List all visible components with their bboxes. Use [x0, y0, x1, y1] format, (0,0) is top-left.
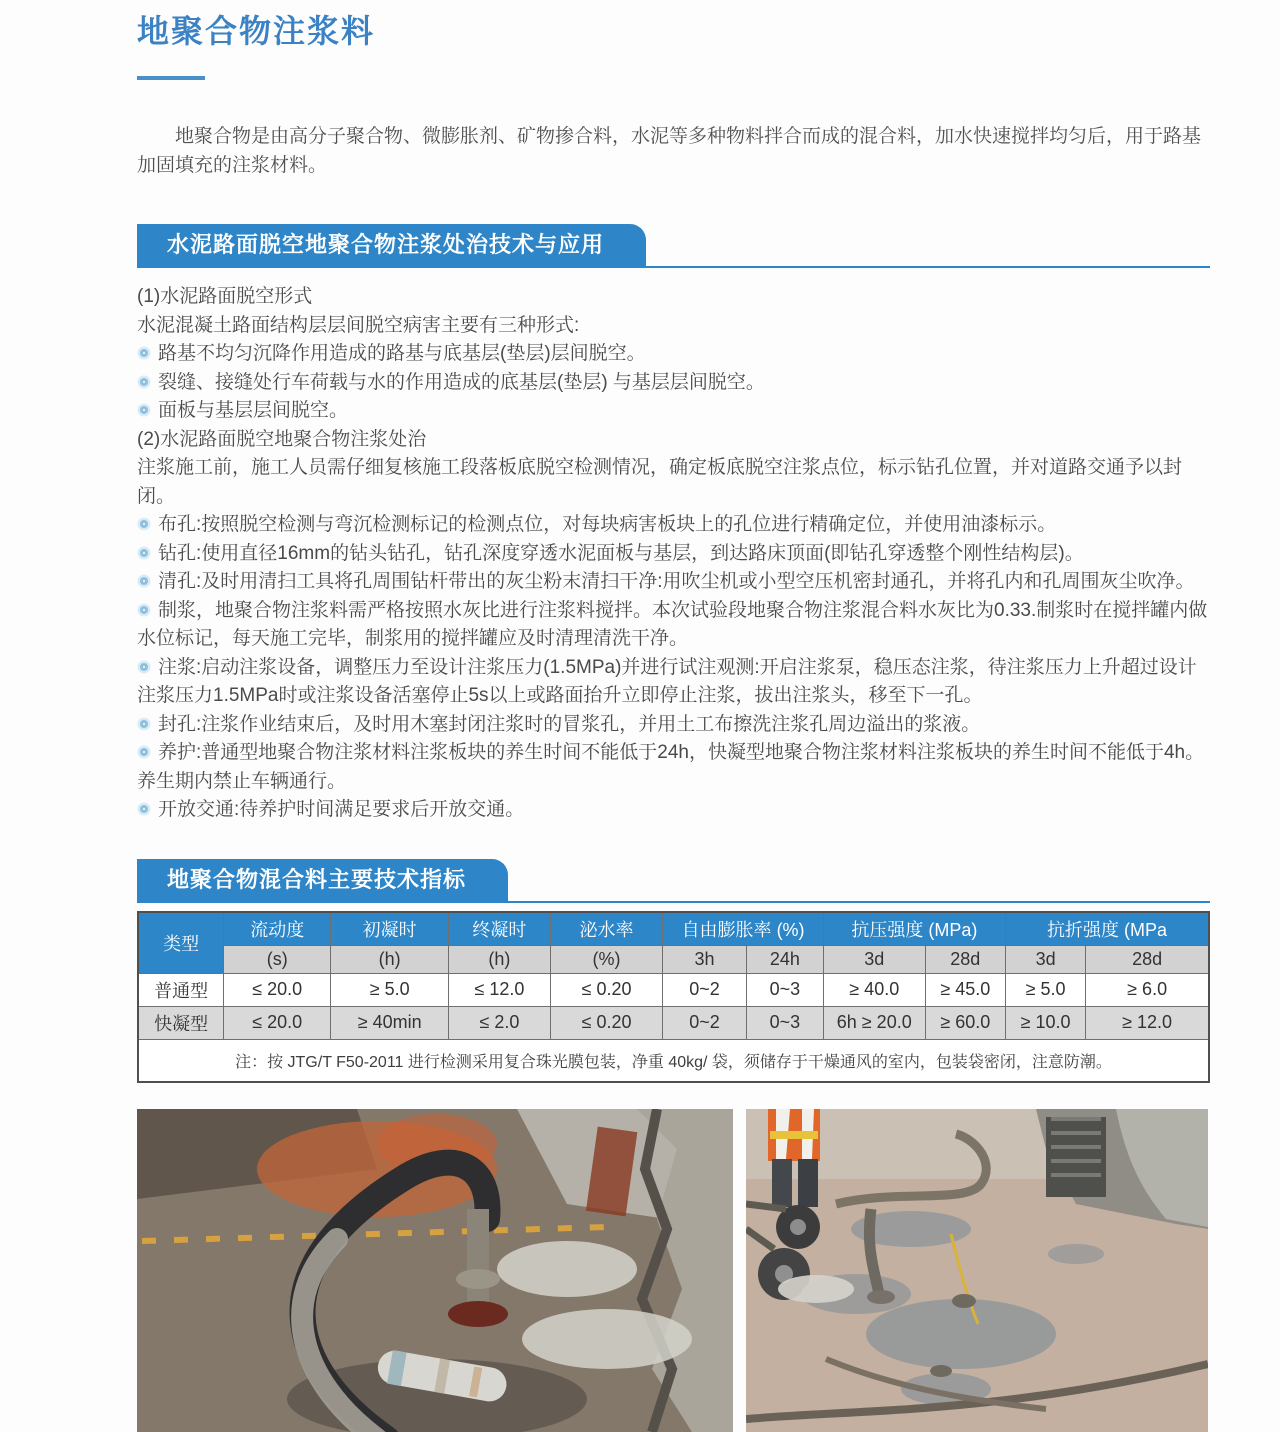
subheader-unit: (%) [550, 945, 662, 973]
bullet-item: 面板与基层层间脱空。 [137, 397, 1210, 426]
bullet-item: 清孔:及时用清扫工具将孔周围钻杆带出的灰尘粉末清扫干净:用吹尘机或小型空压机密封通孔，并将孔内和孔周围灰尘吹净。 [137, 568, 1210, 597]
cell: ≥ 10.0 [1005, 1006, 1085, 1039]
photo-grouting-site [746, 1109, 1208, 1432]
page-title: 地聚合物注浆料 [137, 13, 376, 49]
bullet-item: 开放交通:待养护时间满足要求后开放交通。 [137, 796, 1210, 825]
subheader-age: 3h [663, 945, 747, 973]
section1-body [137, 283, 1210, 825]
table-note-row [138, 1039, 1209, 1082]
table-header-row [138, 912, 1209, 946]
cell: ≥ 5.0 [1005, 973, 1085, 1006]
bullet-item: 封孔:注浆作业结束后，及时用木塞封闭注浆时的冒浆孔，并用土工布擦洗注浆孔周边溢出的浆液。 [137, 711, 1210, 740]
grout-mound [952, 1294, 976, 1308]
cell: ≥ 40.0 [823, 973, 925, 1006]
col-header-initial-set: 初凝时 [331, 912, 449, 946]
bullet-item: 钻孔:使用直径16mm的钻头钻孔，钻孔深度穿透水泥面板与基层，到达路床顶面(即钻孔穿透整个刚性结构层)。 [137, 540, 1210, 569]
table-note: 注：按 JTG/T F50-2011 进行检测采用复合珠光膜包装，净重 40kg/ 袋，须储存于干燥通风的室内，包装袋密闭，注意防潮。 [138, 1039, 1209, 1082]
col-header-type: 类型 [138, 912, 224, 974]
subheader-unit: (h) [449, 945, 551, 973]
cell: ≥ 12.0 [1086, 1006, 1209, 1039]
grouting-hose-illustration [137, 1109, 733, 1432]
subheader-age: 3d [823, 945, 925, 973]
grout-mound [930, 1365, 952, 1377]
col-header-compressive: 抗压强度 (MPa) [823, 912, 1005, 946]
col-header-fluidity: 流动度 [224, 912, 331, 946]
subheader-age: 28d [925, 945, 1005, 973]
section2-banner: 地聚合物混合料主要技术指标 [137, 859, 508, 901]
cell: 0~2 [663, 1006, 747, 1039]
bullet-item: 注浆:启动注浆设备，调整压力至设计注浆压力(1.5MPa)并进行试注观测:开启注浆泵，稳压态注浆，待注浆压力上升超过设计注浆压力1.5MPa时或注浆设备活塞停止5s以上或路面抬升立即停止注浆，拔出注浆头，移至下一孔。 [137, 656, 1197, 707]
ring-bullet-icon [140, 549, 148, 557]
col-header-final-set: 终凝时 [449, 912, 551, 946]
injection-port [448, 1301, 508, 1327]
cell: ≤ 20.0 [224, 973, 331, 1006]
title-underline [137, 76, 205, 80]
cell: ≤ 2.0 [449, 1006, 551, 1039]
section1-banner: 水泥路面脱空地聚合物注浆处治技术与应用 [137, 224, 646, 266]
text-line: 注浆施工前，施工人员需仔细复核施工段落板底脱空检测情况，确定板底脱空注浆点位，标示钻孔位置，并对道路交通予以封闭。 [137, 457, 1183, 507]
cell: 0~2 [663, 973, 747, 1006]
cell: ≥ 40min [331, 1006, 449, 1039]
cell: ≥ 6.0 [1086, 973, 1209, 1006]
cell: 0~3 [746, 973, 823, 1006]
col-header-bleeding: 泌水率 [550, 912, 662, 946]
ring-bullet-icon [140, 805, 148, 813]
table-subheader-row [138, 945, 1209, 973]
cell: ≤ 12.0 [449, 973, 551, 1006]
ring-bullet-icon [140, 748, 148, 756]
subheader-age: 3d [1005, 945, 1085, 973]
section2-banner-rule [137, 859, 1210, 903]
cell: 0~3 [746, 1006, 823, 1039]
injection-connector [467, 1209, 489, 1304]
ring-bullet-icon [140, 349, 148, 357]
col-header-expansion: 自由膨胀率 (%) [663, 912, 824, 946]
subheader-age: 24h [746, 945, 823, 973]
col-header-flexural: 抗折强度 (MPa [1005, 912, 1209, 946]
subheader-unit: (h) [331, 945, 449, 973]
row-label: 普通型 [138, 973, 224, 1006]
subheader-age: 28d [1086, 945, 1209, 973]
table-row-fast-type [138, 1006, 1209, 1039]
ring-bullet-icon [140, 577, 148, 585]
bullet-item: 养护:普通型地聚合物注浆材料注浆板块的养生时间不能低于24h，快凝型地聚合物注浆材料注浆板块的养生时间不能低于4h。养生期内禁止车辆通行。 [137, 742, 1205, 792]
ring-bullet-icon [140, 520, 148, 528]
cell: 6h ≥ 20.0 [823, 1006, 925, 1039]
ring-bullet-icon [140, 378, 148, 386]
ring-bullet-icon [140, 720, 148, 728]
cell: ≤ 0.20 [550, 973, 662, 1006]
text-line: (2)水泥路面脱空地聚合物注浆处治 [137, 428, 427, 450]
photo-row [137, 1109, 1210, 1432]
photo-grouting-hose [137, 1109, 733, 1432]
table-row-normal-type [138, 973, 1209, 1006]
bullet-item: 布孔:按照脱空检测与弯沉检测标记的检测点位，对每块病害板块上的孔位进行精确定位，并使用油漆标示。 [137, 511, 1210, 540]
row-label: 快凝型 [138, 1006, 224, 1039]
grouting-site-illustration [746, 1109, 1208, 1432]
text-line: 水泥混凝土路面结构层层间脱空病害主要有三种形式: [137, 314, 580, 336]
subheader-unit: (s) [224, 945, 331, 973]
text-line: (1)水泥路面脱空形式 [137, 286, 313, 308]
ring-bullet-icon [140, 663, 148, 671]
cell: ≤ 0.20 [550, 1006, 662, 1039]
bullet-item: 路基不均匀沉降作用造成的路基与底基层(垫层)层间脱空。 [137, 340, 1210, 369]
cell: ≤ 20.0 [224, 1006, 331, 1039]
cell: ≥ 5.0 [331, 973, 449, 1006]
bullet-item: 裂缝、接缝处行车荷载与水的作用造成的底基层(垫层) 与基层层间脱空。 [137, 369, 1210, 398]
section1-banner-rule [137, 224, 1210, 268]
intro-paragraph: 地聚合物是由高分子聚合物、微膨胀剂、矿物掺合料，水泥等多种物料拌合而成的混合料，加水快速搅拌均匀后，用于路基加固填充的注浆材料。 [137, 126, 1202, 177]
spec-table [137, 911, 1210, 1083]
ring-bullet-icon [140, 606, 148, 614]
cell: ≥ 45.0 [925, 973, 1005, 1006]
cell: ≥ 60.0 [925, 1006, 1005, 1039]
bullet-item: 制浆，地聚合物注浆料需严格按照水灰比进行注浆料搅拌。本次试验段地聚合物注浆混合料水灰比为0.33.制浆时在搅拌罐内做水位标记，每天施工完毕，制浆用的搅拌罐应及时清理清洗干净。 [137, 599, 1208, 650]
ring-bullet-icon [140, 406, 148, 414]
